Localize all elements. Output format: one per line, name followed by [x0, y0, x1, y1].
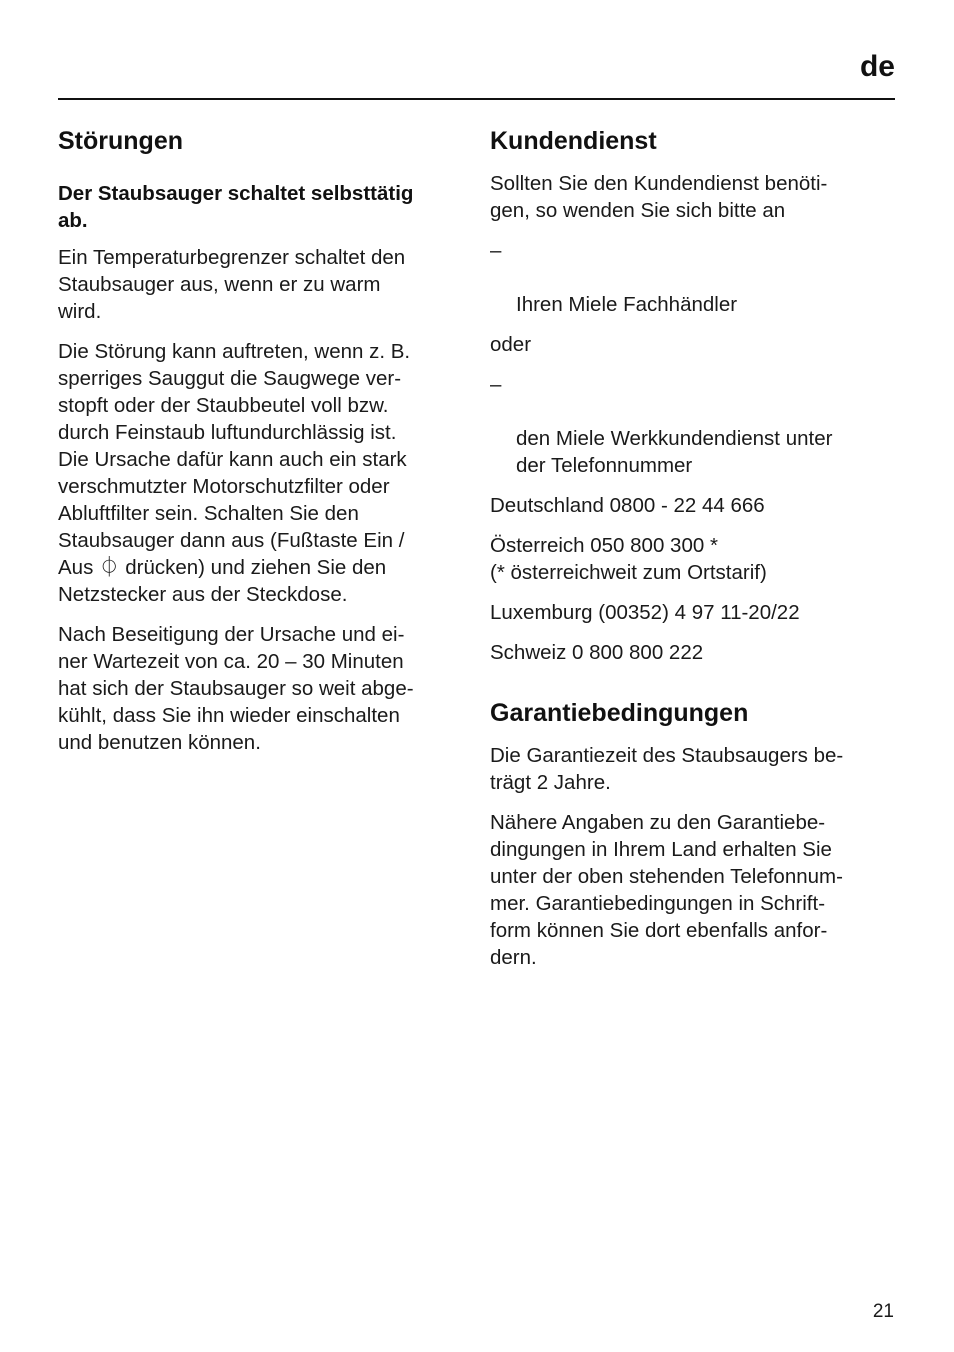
list-item [490, 371, 895, 479]
language-code: de [859, 50, 895, 83]
list-item-text: Ihren Miele Fachhändler [516, 293, 738, 316]
section-title-stoerungen: Störungen [58, 127, 183, 155]
paragraph-warranty-details: Nähere Angaben zu den Garantiebe- dingungen in Ihrem Land erhalten Sie unter der oben stehenden Telefonnum- mer. Garantiebedingungen in Schrift- form können Sie dort ebenfalls anfor- dern. [490, 811, 843, 969]
section-title-kundendienst: Kundendienst [490, 127, 657, 155]
section-title-garantie: Garantiebedingungen [490, 699, 749, 727]
subsection-title: Der Staubsauger schaltet selbsttätig ab. [58, 182, 414, 232]
list-item-text: den Miele Werkkundendienst unter der Telefonnummer [516, 427, 833, 477]
page-number: 21 [872, 1301, 894, 1322]
paragraph-cause: Die Störung kann auftreten, wenn z. B. sperriges Sauggut die Saugwege ver- stopft oder der Staubbeutel voll bzw. durch Feinstaub luftundurchlässig ist. Die Ursache dafür kann auch ein stark verschmutzter Motorschutzfilter oder Abluftfilter sein. Schalten Sie den Staubsauger dann aus (Fußtaste Ein / Aus ⏀ drücken) und ziehen Sie den Netzstecker aus der Steckdose. [58, 340, 411, 606]
paragraph-oder: oder [490, 333, 532, 356]
header-rule [58, 98, 895, 100]
phone-germany: Deutschland 0800 - 22 44 666 [490, 494, 765, 517]
dash-mark: – [490, 373, 502, 396]
paragraph-after: Nach Beseitigung der Ursache und ei- ner Wartezeit von ca. 20 – 30 Minuten hat sich der Staubsauger so weit abge- kühlt, dass Sie ihn wieder einschalten und benutzen können. [58, 623, 414, 754]
phone-luxembourg: Luxemburg (00352) 4 97 11-20/22 [490, 601, 800, 624]
paragraph-temperature: Ein Temperaturbegrenzer schaltet den Staubsauger aus, wenn er zu warm wird. [58, 246, 406, 323]
left-column [58, 124, 468, 769]
right-column [490, 124, 895, 984]
paragraph-warranty-period: Die Garantiezeit des Staubsaugers be- trägt 2 Jahre. [490, 744, 844, 794]
phone-austria: Österreich 050 800 300 * (* österreichweit zum Ortstarif) [490, 534, 767, 584]
dash-mark: – [490, 239, 502, 262]
phone-switzerland: Schweiz 0 800 800 222 [490, 641, 704, 664]
paragraph-intro: Sollten Sie den Kundendienst benöti- gen, so wenden Sie sich bitte an [490, 172, 828, 222]
list-item [490, 237, 895, 318]
